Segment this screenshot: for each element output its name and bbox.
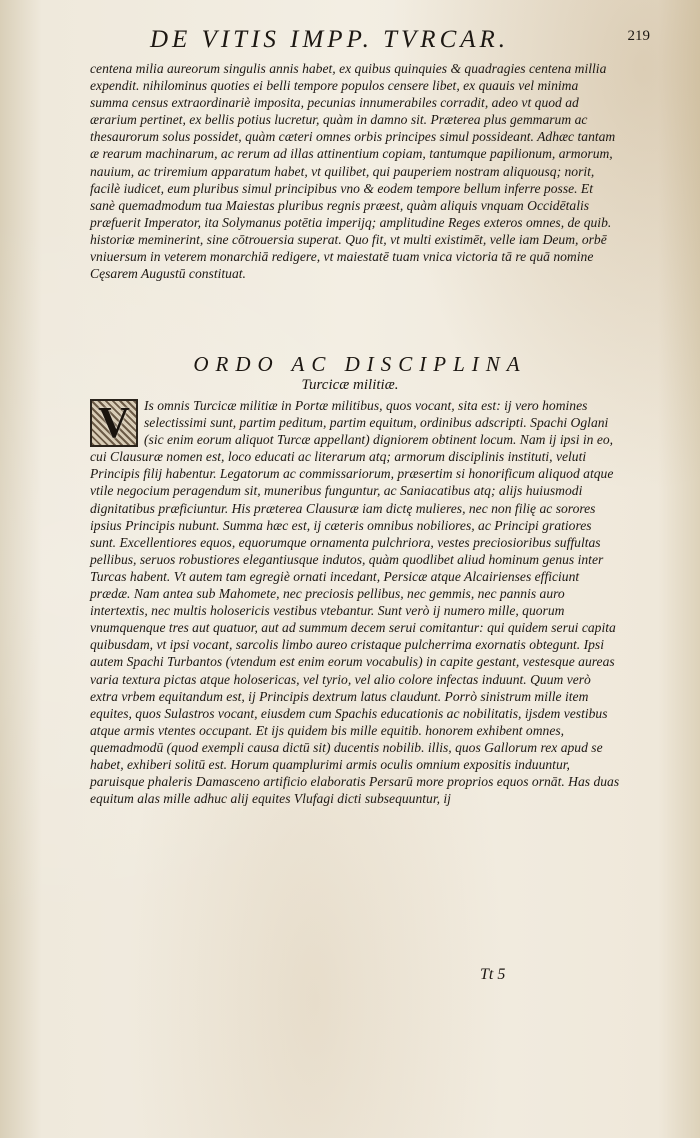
paragraph-1: centena milia aureorum singulis annis habet, ex quibus quinquies & quadragies centena millia expendit. nihilominus quoties ei belli tempore populos censere libet, ex quauis vel minima summa census extraordinariè imposita, pecunias innumerabiles corradit, adeo vt quod ad ærarium pertinet, ex bellis potius lucretur, quàm in damno sit. Præterea plus gemmarum ac thesaurorum solus possidet, quàm cæteri omnes orbis principes simul possideant. Adhæc tantam æ rearum machinarum, ac rerum ad illas attinentium copiam, tantumque papilionum, armorum, nauium, ac triremium apparatum habet, vt quilibet, qui pauperiem nostram aliquousq; norit, facilè iudicet, eum pluribus simul principibus vno & eodem tempore bellum inferre posse. Et sanè quemadmodum tua Maiestas pluribus regnis præest, quàm aliquis vnquam Occidētalis præfuerit Imperator, ita Solymanus potētia imperijq; amplitudine Reges exteros omnes, de quib. historiæ meminerint, sine cōtrouersia superat. Quo fit, vt multi existimēt, velle iam Deum, orbē vniuersum in veterem monarchiā redigere, vt maiestatē tuam vnica victoria tā re quā nomine Cęsarem Augustū constituat.: [90, 61, 616, 282]
folio-number: 219: [627, 28, 650, 44]
section-title: ORDO AC DISCIPLINA: [193, 352, 527, 376]
section-subtitle: Turcicæ militiæ.: [301, 377, 399, 393]
paragraph-2: [90, 397, 620, 807]
running-title: DE VITIS IMPP. TVRCAR.: [150, 26, 510, 53]
paragraph-2-text: Is omnis Turcicæ militiæ in Portæ militibus, quos vocant, sita est: ij vero homines selectissimi sunt, partim peditum, partim equitum, ordinibus adscripti. Spachi Oglani (sic enim eorum aliquot Turcæ appellant) digniorem obtinent locum. Nam ij ipsi in eo, cui Clausuræ nomen est, loco educati ac literarum atq; armorum disciplinis instituti, veluti Principis filij habentur. Legatorum ac commissariorum, præsertim si honorificum aliquod atque vtile negocium peragendum sit, muneribus funguntur, ac Saniacatibus atq; alijs huiusmodi dignitatibus præficiuntur. His præterea Clausuræ iam dictę mulieres, nec non filię ac sorores ipsius Principis nubunt. Summa hæc est, ij cæteris omnibus nobiliores, ac Principi gratiores sunt. Excellentiores equos, equorumque ornamenta pulchriora, vestes preciosioribus suffultas pellibus, seruos robustiores elegantiusque indutos, quàm quodlibet aliud hominum genus inter Turcas habent. Vt autem tam egregiè ornati incedant, Persicæ atque Alcairienses efficiunt prædæ. Nam antea sub Mahomete, nec preciosis pellibus, nec gemmis, nec pannis auro intertextis, nec multis holosericis vestibus vtebantur. Sunt verò ij numero mille, quorum vnumquenque tres aut quatuor, aut ad summum decem serui comitantur: qui quidem serui capita quibusdam, vt ipsi vocant, sarcolis limbo aureo cristaque pulcherrima exornatis obtegunt. Ipsi autem Spachi Turbantos (vtendum est enim eorum vocabulis) in capite gestant, vestesque aureas varia textura pictas atque holosericas, vel tyrio, vel alio colore infectas induunt. Quum verò extra vrbem equitandum est, ij Principis dextrum latus claudunt. Porrò sinistrum mille item equites, quos Sulastros vocant, eiusdem cum Spachis educationis ac nobilitatis, ijsdem vestibus atque armis vtentes occupant. Et ijs quidem bis mille equitib. honorem exhibent omnes, quemadmodū (quod exempli causa dictū sit) ducentis nobilib. illis, quos Gallorum rex apud se habet, exhiberi solitū est. Horum quamplurimi armis oculis omnium expositis induuntur, paruisque phaleris Damasceno artificio elaboratis Persarū more proprios equos ornāt. Has duas equitum alas mille adhuc alij equites Vlufagi dicti subsequuntur, ij: [90, 398, 620, 807]
decorated-initial: V: [90, 399, 138, 447]
signature-mark: Tt 5: [480, 966, 506, 983]
running-header: [150, 26, 650, 54]
